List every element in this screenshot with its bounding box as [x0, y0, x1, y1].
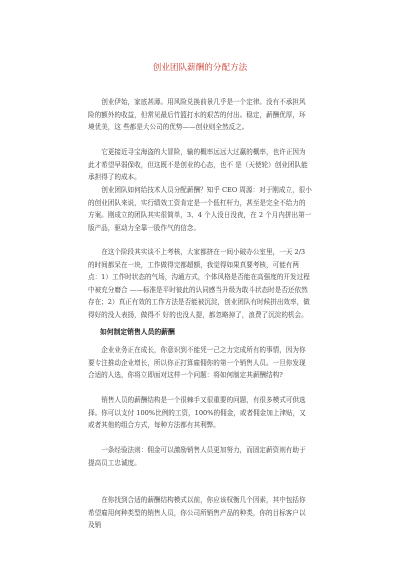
paragraph: 在你找到合适的薪酬结构模式以前，你应该权衡几个因素，其中包括你希望雇用何种类型的销售人员，你公司所销售产品的种类，你的目标客户以及销: [88, 496, 306, 530]
section-heading: 如何制定销售人员的薪酬: [100, 328, 175, 336]
paragraph: 它更接近寻宝海盗的大冒险，输的概率远远大过赢的概率，也许正因为此才希望早弱保收，但这既不是创业的心态，也不 是（天使轮）创业团队能承担得了的成本。: [88, 148, 308, 182]
paragraph: 在这个阶段其实谈不上考核，大家都挤在一间小破办公室里，一天 2/3 的时间都呆在一块，工作做得完都超额，我觉得如果真要考核，可能有两点：1）工作时状态的气场，沟通方式，个体风格是否能在高强度的开发过程中被充分磨合 ——标准是平时彼此的认同感当升级为敢斗状态时是否还依然存在；2）真正有效的工作方法是否能被沉淀，创业团队有时候拼出效率，做得好的没人表扬，做得不 好的也没人提，都忽略掉了，浪费了沉淀的机会。: [88, 248, 310, 319]
paragraph: 企业业务正在成长，你意识到不能凭一己之力完成所有的事情，因为你要专注推动企业增长，所以你正打算雇佣你的第一个销售人员。一旦你发现合适的人选，你将立即面对这样一个问题：将如何制定其薪酬结构?: [88, 346, 306, 380]
paragraph: 创业伊始，家底甚薄。用风险兑换前景几乎是一个定律。没有不承担风险的额外的收益，但常见最后竹篮打水的艰苦的付出。稳定，薪酬优厚，环境优美，这 些都是大公司的优势——创业则全然反之。: [88, 98, 306, 132]
paragraph: 创业团队如何给技术人员分配薪酬？知乎 CEO 周源：对于刚成立，很小的创业团队来说，实行绩效工资肯定是一个低杠杆力，甚至是完全不给力的方案。刚成立的团队其实很简单，3、4 个人没日没夜，在 2 个月内拼出第一版产品，驱动力全靠一股作气的信念。: [88, 186, 312, 232]
paragraph: 一条经验法则：佣金可以激励销售人员更加努力，而固定薪资则有助于提高员工忠诚度。: [88, 446, 306, 467]
document-title: 创业团队薪酬的分配方法: [152, 63, 248, 73]
paragraph: 销售人员的薪酬结构是一个很棘手又很重要的问题，有很多模式可供选择。你可以支付 100%比例的工资，100%的佣金，或者佣金加上津贴，又或者其他的组合方式，每种方法都有其利弊。: [88, 396, 306, 430]
